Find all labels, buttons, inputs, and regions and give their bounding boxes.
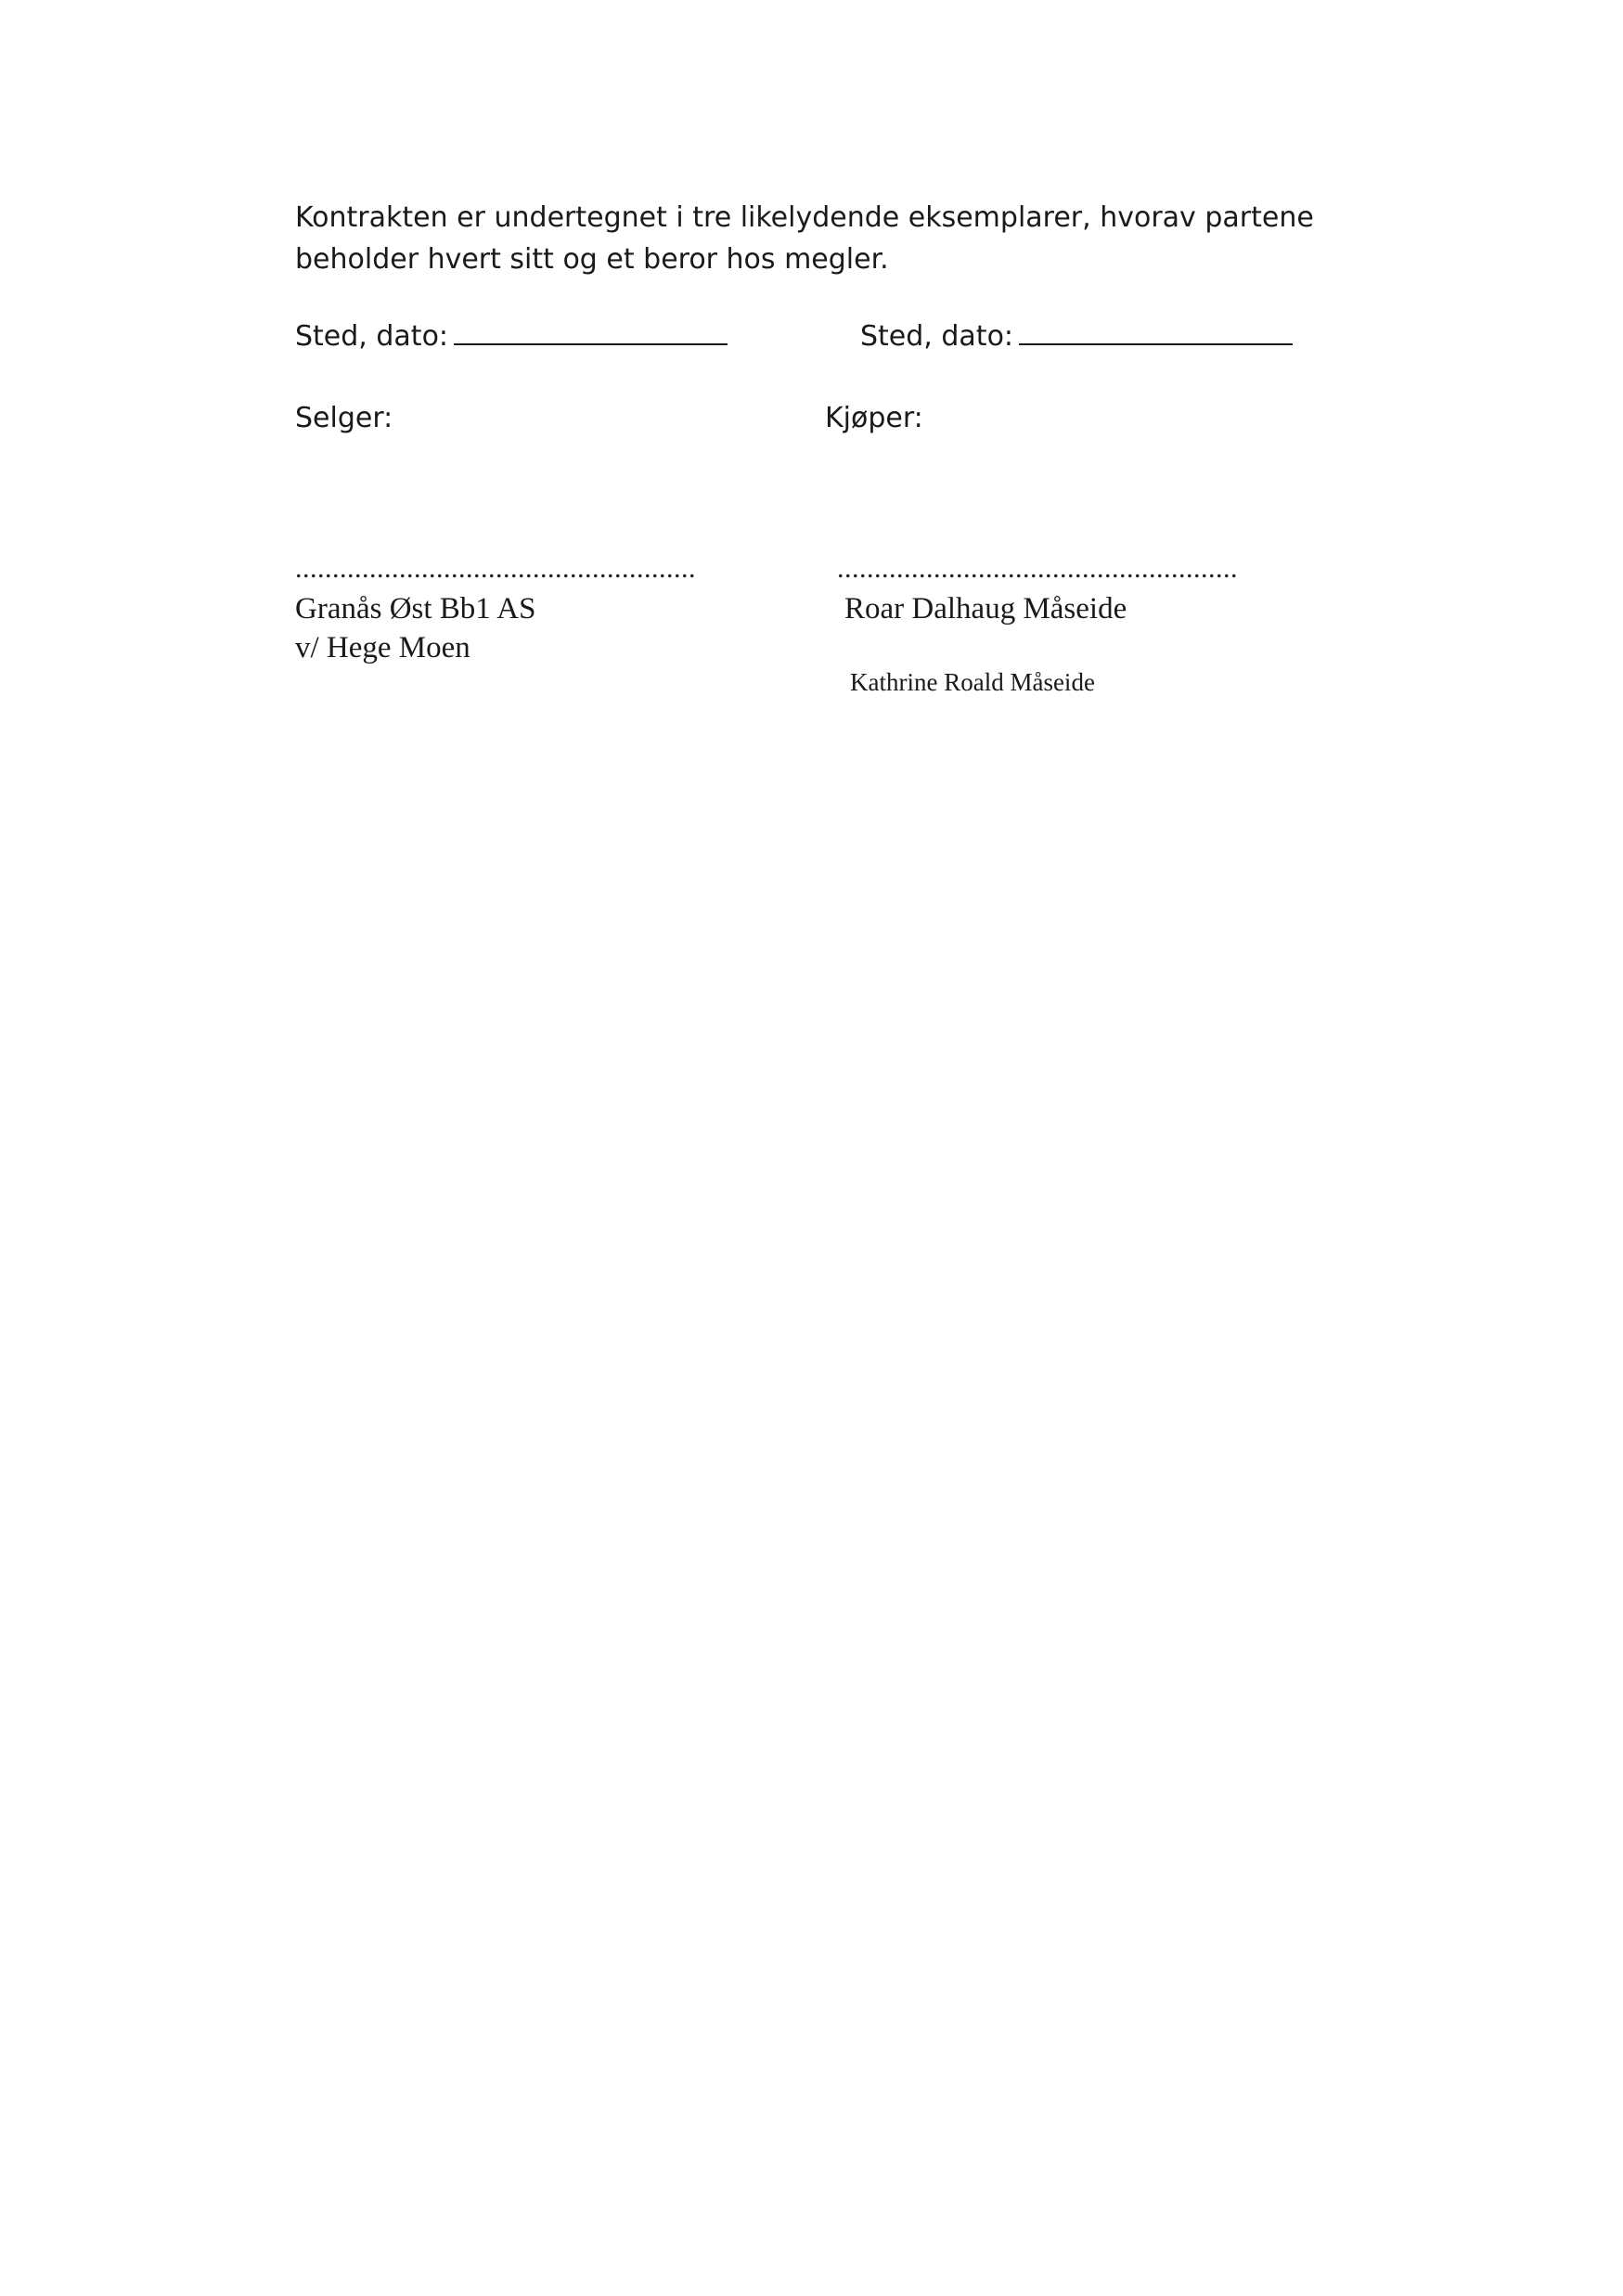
buyer-place-date-label: Sted, dato: xyxy=(860,320,1014,353)
seller-label: Selger: xyxy=(295,402,393,434)
seller-place-date-label: Sted, dato: xyxy=(295,320,449,353)
seller-place-date-row xyxy=(295,318,728,355)
seller-company-name: Granås Øst Bb1 AS xyxy=(295,592,536,626)
contract-signing-paragraph: Kontrakten er undertegnet i tre likelydende eksemplarer, hvorav partene beholder hvert sitt og et beror hos megler. xyxy=(295,201,1314,276)
buyer-signature-line: ...................................................... xyxy=(837,553,1238,584)
buyer-name-secondary: Kathrine Roald Måseide xyxy=(850,668,1095,696)
buyer-name-primary: Roar Dalhaug Måseide xyxy=(844,592,1127,626)
buyer-place-date-blank-line xyxy=(1019,321,1293,345)
seller-representative-name: v/ Hege Moen xyxy=(295,631,470,664)
seller-place-date-blank-line xyxy=(454,321,728,345)
buyer-label: Kjøper: xyxy=(825,402,923,434)
buyer-place-date-row xyxy=(860,318,1293,355)
seller-signature-line: ...................................................... xyxy=(295,553,696,584)
